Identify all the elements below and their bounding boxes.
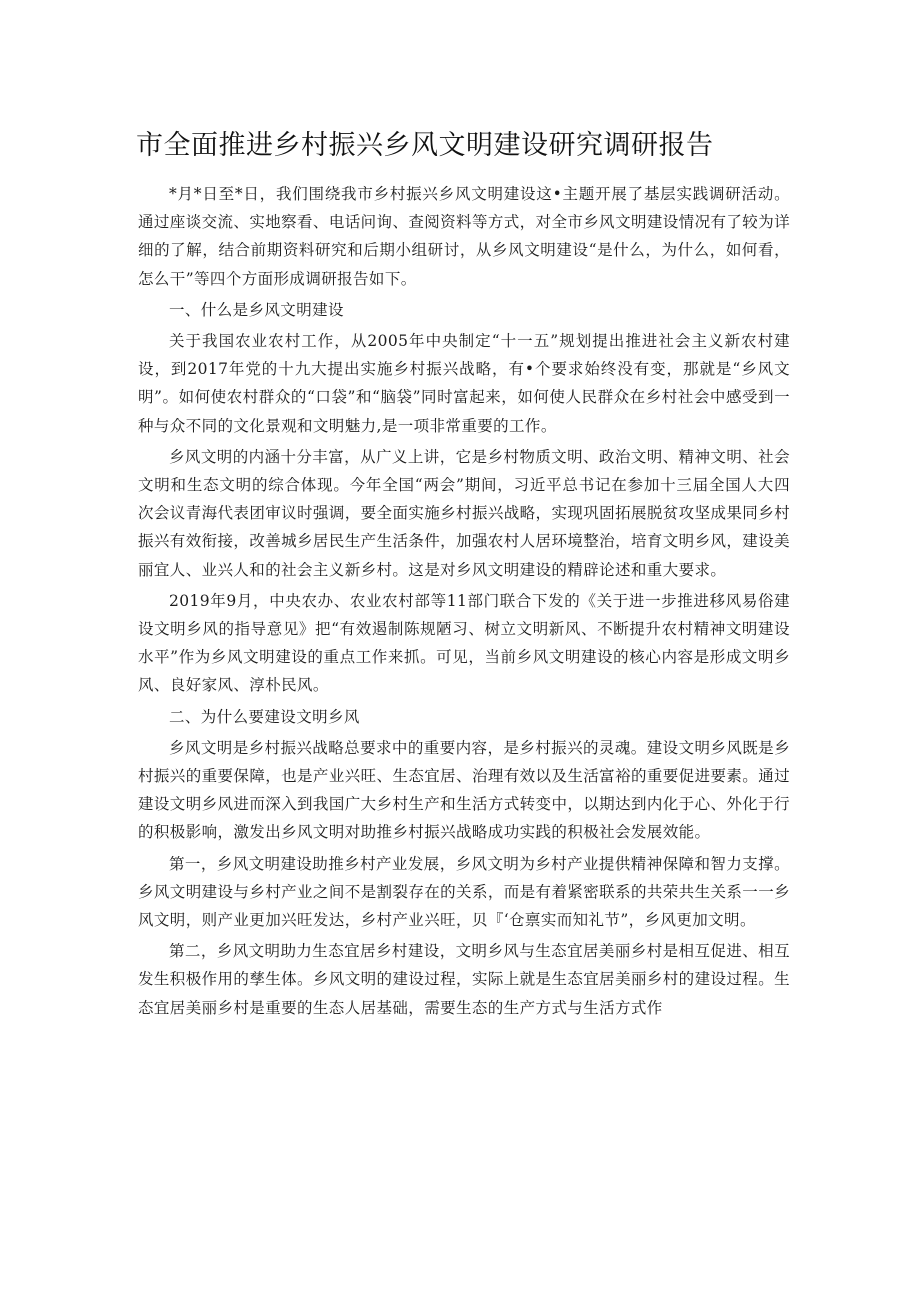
section-1-paragraph-1: 关于我国农业农村工作，从2005年中央制定“十一五”规划提出推进社会主义新农村建设，到2017年党的十九大提出实施乡村振兴战略，有•个要求始终没有变，那就是“乡风文明”。如何使农村群众的“口袋”和“脑袋”同时富起来，如何使人民群众在乡村社会中感受到一种与众不同的文化景观和文明魅力,是一项非常重要的工作。 — [138, 332, 790, 435]
section-2-paragraph-1: 乡风文明是乡村振兴战略总要求中的重要内容，是乡村振兴的灵魂。建设文明乡风既是乡村振兴的重要保障，也是产业兴旺、生态宜居、治理有效以及生活富裕的重要促进要素。通过建设文明乡风进而深入到我国广大乡村生产和生活方式转变中，以期达到内化于心、外化于行的积极影响，激发出乡风文明对助推乡村振兴战略成功实践的积极社会发展效能。 — [138, 738, 790, 842]
document-body — [138, 180, 790, 1022]
section-1-paragraph-2: 乡风文明的内涵十分丰富，从广义上讲，它是乡村物质文明、政治文明、精神文明、社会文明和生态文明的综合体现。今年全国“两会”期间，习近平总书记在参加十三届全国人大四次会议青海代表团审议时强调，要全面实施乡村振兴战略，实现巩固拓展脱贫攻坚成果同乡村振兴有效衔接，改善城乡居民生产生活条件，加强农村人居环境整治，培育文明乡风，建设美丽宜人、业兴人和的社会主义新乡村。这是对乡风文明建设的精辟论述和重大要求。 — [138, 447, 790, 579]
section-2-paragraph-2: 第一，乡风文明建设助推乡村产业发展，乡风文明为乡村产业提供精神保障和智力支撑。乡风文明建设与乡村产业之间不是割裂存在的关系，而是有着紧密联系的共荣共生关系一一乡风文明，则产业更加兴旺发达，乡村产业兴旺，贝『‘仓禀实而知礼节”，乡风更加文明。 — [138, 854, 790, 930]
intro-paragraph: *月*日至*日，我们围绕我市乡村振兴乡风文明建设这•主题开展了基层实践调研活动。通过座谈交流、实地察看、电话问询、查阅资料等方式，对全市乡风文明建设情况有了较为详细的了解，结合前期资料研究和后期小组研讨，从乡风文明建设“是什么，为什么，如何看，怎么干”等四个方面形成调研报告如下。 — [138, 185, 790, 288]
section-1-heading: 一、什么是乡风文明建设 — [169, 300, 344, 319]
section-1-paragraph-3: 2019年9月，中央农办、农业农村部等11部门联合下发的《关于进一步推进移风易俗建设文明乡风的指导意见》把“有效遏制陈规陋习、树立文明新风、不断提升农村精神文明建设水平”作为乡风文明建设的重点工作来抓。可见，当前乡风文明建设的核心内容是形成文明乡风、良好家风、淳朴民风。 — [138, 591, 790, 695]
section-2-heading: 二、为什么要建设文明乡风 — [169, 707, 360, 726]
section-2-paragraph-3: 第二，乡风文明助力生态宜居乡村建设，文明乡风与生态宜居美丽乡村是相互促进、相互发生积极作用的孳生体。乡风文明的建设过程，实际上就是生态宜居美丽乡村的建设过程。生态宜居美丽乡村是重要的生态人居基础，需要生态的生产方式与生活方式作 — [138, 942, 790, 1017]
document-title: 市全面推进乡村振兴乡风文明建设研究调研报告 — [136, 130, 714, 161]
